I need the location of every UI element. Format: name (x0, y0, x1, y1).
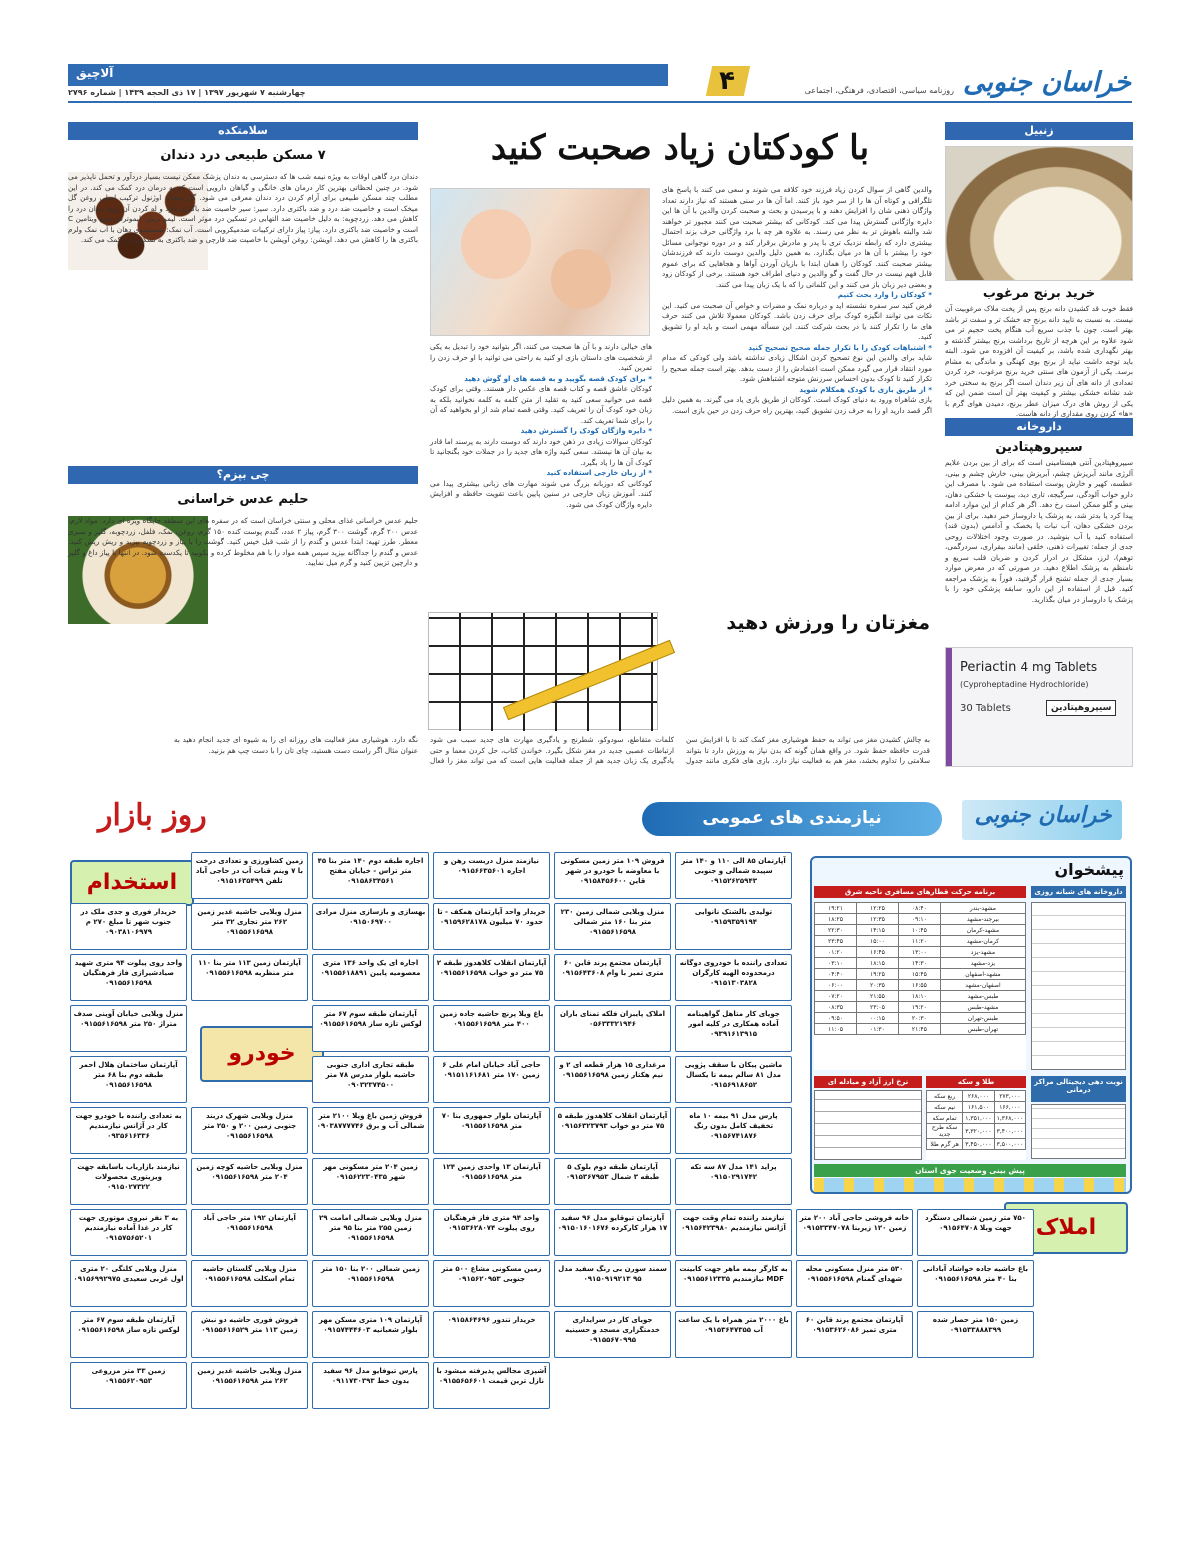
classified-ad: منزل ویلایی شمالی زمین ۲۳۰ متر بنا ۱۶۰ متر شمالی ۰۹۱۵۵۶۱۶۵۹۸ (554, 903, 671, 950)
train-cell: ۲۰:۳۵ (856, 980, 898, 991)
train-cell: ۰۱:۳۰ (856, 1024, 898, 1035)
train-cell: ۰۸:۳۵ (815, 1002, 857, 1013)
classified-ad: آپارتمان طبقه سوم ۶۷ متر لوکس تازه ساز ۰۹۱۵۵۶۱۶۵۹۸ (70, 1311, 187, 1358)
pharmacy-header: داروخانه (945, 418, 1133, 436)
classified-ad: به تعدادی راننده با خودرو جهت کار در آژانس نیازمندیم ۰۹۳۵۶۱۶۳۳۶ (70, 1107, 187, 1154)
train-cell: مشهد-بندر (940, 903, 1025, 914)
classified-ad: جویای کار متاهل گواهینامه آماده همکاری در کلیه امور ۰۹۳۹۱۶۱۳۹۱۵ (675, 1005, 792, 1052)
gold-cell: ۳,۴۰۰,۰۰۰ (994, 1124, 1025, 1139)
baby-photo (430, 188, 650, 336)
classified-ad: خریدار واحد آپارتمان همکف - تا حدود ۷۰ میلیون ۰۹۱۵۹۶۲۸۱۷۸ (433, 903, 550, 950)
article-p1: والدین گاهی از سوال کردن زیاد فرزند خود کلافه می شوند و سعی می کنند با پاسخ های تلگرافی و کوتاه آن ها را از سر خود باز کنند. اما آن ها در سنی هستند که نیاز دارند تعداد واژگان ذهنی شان را افزایش دهند و با پرسیدن و بحث و صحبت کردن والدین با آن ها این دایره واژگانی گسترش پیدا می کند. کودکانی که بیشتر صحبت می کنند مجبور تر خواهند شد والبته باهوش تر به نظر می رسند. به علاوه هر چه با برد واژگانی حرف بزند احتمال بیشتری دارد که رابطه نزدیک تری با پدر و مادرش برقرار کند و در دوره نوجوانی مسائل خود را بیشتر با آن ها در میان بگذارد. به همین دلیل والدین دوست دارند که فرزندشان بیشتر صحبت کنند. کودکان را همان ابتدا با بازیان آوردن آواها و هجاهایی که برای عموم قابل فهم نیست در حال گفت و گو والدین و دنیای اطراف خود هستند. برخی از کودکان زود و بعضی دیر زبان باز می کنند و این کلماتی را که با یک زبان پیدا می کنند. (662, 185, 932, 289)
paper-tagline: روزنامه سیاسی، اقتصادی، فرهنگی، اجتماعی (804, 86, 954, 95)
gold-cell: ۱,۳۵۱,۰۰۰ (963, 1113, 994, 1124)
currency-title: نرخ ارز آزاد و مبادله ای (814, 1076, 922, 1088)
train-cell: ۰۰:۱۵ (856, 1013, 898, 1024)
train-cell: ۱۹:۲۰ (898, 1002, 940, 1013)
train-cell: اصفهان-مشهد (940, 980, 1025, 991)
article-col-1 (662, 185, 932, 580)
train-cell: ۰۷:۲۰ (815, 991, 857, 1002)
train-cell: ۰۸:۴۰ (898, 903, 940, 914)
weather-title: پیش بینی وضعیت جوی استان (814, 1164, 1126, 1177)
banner-logo: خراسان جنوبی (974, 802, 1112, 828)
classified-ad: آپارتمان انقلاب کلاهدوز طبقه ۵ ۷۵ متر دو خواب ۰۹۱۵۶۳۲۳۷۹۳ (554, 1107, 671, 1154)
train-cell: ۱۹:۲۱ (815, 903, 857, 914)
train-cell: ۱۲:۲۵ (856, 903, 898, 914)
drug-box-stripe (946, 648, 952, 766)
section-name: آلاچیق (76, 66, 114, 80)
classified-ad: آپارتمان طبقه دوم بلوک ۵ طبقه ۳ شمال ۰۹۱۵۳۶۷۹۵۳ (554, 1158, 671, 1205)
rice-title: خرید برنج مرغوب (982, 286, 1096, 301)
drug-box-brand-line (960, 660, 1097, 675)
train-cell: ۰۴:۴۰ (815, 969, 857, 980)
gold-cell: ۱,۳۶۸,۰۰۰ (994, 1113, 1025, 1124)
train-cell: ۲۳:۴۵ (815, 936, 857, 947)
classified-ad: سمند سورن بی رنگ سفید مدل ۹۵ ۰۹۱۵۰۹۱۹۲۱۳ (554, 1260, 671, 1307)
article-h-repeat: * کودکان را وارد بحث کنیم (837, 290, 932, 299)
pishkhan-title: پیشخوان (1054, 860, 1124, 879)
classified-ad: واحد ۹۴ متری فاز فرهنگیان روی پیلوت ۰۹۱۵۳۶۲۸۰۷۴ (433, 1209, 550, 1256)
classified-ad: آپارتمان ۸۵ الی ۱۱۰ و ۱۴۰ متر سپیده شمالی و جنوبی ۰۹۱۵۲۶۲۵۹۴۳ (675, 852, 792, 899)
date-line: چهارشنبه ۷ شهریور ۱۳۹۷ | ۱۷ ذی الحجه ۱۴۳۹ | شماره ۲۷۹۶ (68, 88, 306, 97)
gold-cell: ۳,۳۲۰,۰۰۰ (963, 1124, 994, 1139)
train-cell: ۱۰:۴۵ (898, 925, 940, 936)
classifieds-banner (68, 790, 1132, 848)
classified-ad: آپارتمان ۱۰۹ متری مسکن مهر بلوار شعبانیه ۰۹۱۵۷۴۴۴۶۰۳ (312, 1311, 429, 1358)
gold-title: طلا و سکه (926, 1076, 1026, 1088)
article-col-2 (430, 342, 652, 580)
drug-text: سیپروهپتادین آنتی هیستامینی است که برای از بین بردن علایم آلرژی مانند آبریزش چشم، آبریزش بینی، خارش چشم و بینی، عطسه، کهیر و خارش پوست استفاده می شود. با مصرف این دارو خواب آلودگی، سرگیجه، تاری دید، یبوست یا خشکی دهان، بینی و گلو ممکن است رخ دهد. اگر هر کدام از این موارد ادامه پیدا کرد یا بدتر شد، به پزشک یا داروساز خبر دهید. برای از بین بردن خشکی دهان، آب نبات یا بخصک و آدامس (بدون قند) استفاده کنید یا آب بنوشید. در صورت وجود اختلالات روحی جدی از جمله: تغییرات ذهنی، خلقی (مانند بیقراری، سردرگمی، توهم)، لرز، مشکل در ادرار کردن و ضربان قلب سریع و نامنظم به پزشک اطلاع دهید. در صورتی که در معرض موارد بسیار جدی از جمله تشنج قرار گرفتید، فوراً به پزشک مراجعه کنید. قبل از استفاده از این دارو، سابقه پزشکی خود را با پزشک یا داروساز در میان بگذارید. (945, 458, 1133, 604)
train-cell: مشهد-کرمان (940, 925, 1025, 936)
classified-ad: واحد روی پیلوت ۹۴ متری شهید صیادشیرازی فاز فرهنگیان ۰۹۱۵۵۶۱۶۵۹۸ (70, 954, 187, 1001)
cooking-header: چی بپزم؟ (68, 466, 418, 484)
gold-cell: سکه طرح جدید (927, 1124, 963, 1139)
banner-title: نیازمندی های عمومی (702, 808, 882, 828)
classified-ad: ۵۳۰ متر منزل مسکونی محله شهدای گمنام ۰۹۱۵۵۶۱۶۵۹۸ (796, 1260, 913, 1307)
classified-ad: خانه فروشی حاجی آباد ۲۰۰ متر زمین ۱۲۰ زیربنا ۰۹۱۵۳۳۴۷۰۷۸ (796, 1209, 913, 1256)
train-cell: ۰۱:۲۰ (815, 947, 857, 958)
classified-ad: آپارتمان ۱۹۲ متر حاجی آباد ۰۹۱۵۵۶۱۶۵۹۸ (191, 1209, 308, 1256)
article-h-play: * از طریق بازی با کودک همکلام شوید (799, 384, 932, 394)
classified-ad: مرغداری ۱۵ هزار قطعه ای ۲ و نیم هکتار زمین ۰۹۱۵۵۶۱۶۵۹۸ (554, 1056, 671, 1103)
masthead (68, 64, 1132, 104)
classified-ad: آپارتمان ساختمان هلال احمر طبقه دوم بنا ۶۸ متر ۰۹۱۵۵۶۱۶۵۹۸ (70, 1056, 187, 1103)
gold-cell: ۲۷۳,۰۰۰ (994, 1091, 1025, 1102)
classified-ad: منزل ویلایی خیابان آوینی صدف متراژ ۲۵۰ متر ۰۹۱۵۵۶۱۶۵۹۸ (70, 1005, 187, 1052)
section-amlak: املاک (1004, 1202, 1128, 1254)
train-cell: ۱۶:۴۵ (856, 947, 898, 958)
article-p7: کودکان سوالات زیادی در ذهن خود دارند که دوست دارند به پرسند اما قادر به بیان آن ها نیستند. سعی کنید واژه های جدید را در جملات خود بگنجانید تا کودک آن ها را یاد بگیرد. (430, 436, 652, 467)
train-cell: ۲۰:۳۰ (898, 1013, 940, 1024)
classified-ad: فروش ۱۰۹ متر زمین مسکونی با معاوضه با خودرو در شهر قاین ۰۹۱۵۸۴۵۶۶۰۰ (554, 852, 671, 899)
classified-ad: منزل ویلایی حاشیه غدیر زمین ۲۶۲ متر ۰۹۱۵۵۶۱۶۵۹۸ (191, 1362, 308, 1409)
pharmacy-table-title: داروخانه های شبانه روزی (1031, 886, 1126, 898)
train-cell: ۱۵:۰۰ (856, 936, 898, 947)
gold-cell: هر گرم طلا (927, 1139, 963, 1150)
train-cell: ۱۴:۳۰ (898, 958, 940, 969)
train-cell: ۱۸:۱۵ (856, 958, 898, 969)
train-cell: مشهد-طبس (940, 1002, 1025, 1013)
classified-ad: فروش فوری حاشیه دو نبش زمین ۱۱۳ متر ۰۹۱۵۵۶۱۶۵۲۹ (191, 1311, 308, 1358)
train-cell: کرمان-مشهد (940, 936, 1025, 947)
rice-sack-image (945, 146, 1133, 281)
train-cell: ۱۱:۰۵ (815, 1024, 857, 1035)
classified-ad: نیازمند راننده تمام وقت جهت آژانس نیازمندیم ۰۹۱۵۶۴۲۳۹۸۰ (675, 1209, 792, 1256)
baby-face (461, 209, 531, 279)
classified-ad: آپارتمان مجتمع پرند قاین ۶۰ متری تمیز ۰۹۱۵۳۶۲۶۰۸۶ (796, 1311, 913, 1358)
classified-ad: فروش زمین باغ ویلا ۲۱۰۰ متر شمالی آب و برق ۰۹۰۳۸۷۷۷۷۴۶ (312, 1107, 429, 1154)
article-h-story: * برای کودک قصه بگویید و به قصه های او گوش دهید (464, 373, 652, 383)
classified-ad: منزل ویلایی شهرک دربند جنوبی زمین ۲۰۰ و ۲۵۰ متر ۰۹۱۵۵۶۱۶۵۹۸ (191, 1107, 308, 1154)
train-cell: طبس-تهران (940, 1013, 1025, 1024)
brain-title: مغزتان را ورزش دهید (726, 612, 930, 634)
train-cell: ۱۴:۱۵ (856, 925, 898, 936)
train-cell: ۱۱:۲۰ (898, 936, 940, 947)
paper-logo: خراسان جنوبی (963, 67, 1131, 98)
classified-ad: پارس مدل ۹۱ بیمه ۱۰ ماه تخفیف کامل بدون رنگ ۰۹۱۵۶۷۴۱۸۷۶ (675, 1107, 792, 1154)
doctor-title: نوبت دهی دیجیتالی مراکز درمانی (1031, 1076, 1126, 1102)
train-cell: ۲۱:۵۵ (856, 991, 898, 1002)
brain-text: به چالش کشیدن مغز می تواند به حفظ هوشیاری مغز کمک کند تا با افزایش سن قدرت حافظه حفظ شود. در واقع همان گونه که بدن نیاز به ورزش دارد تا بتواند سلامتی را تداوم بخشد، مغز هم به فعالیت نیاز دارد. بازی های فکری مانند جدول کلمات متقاطع، سودوکو، شطرنج و یادگیری مهارت های جدید سبب می شود ارتباطات عصبی جدید در مغز شکل بگیرد. خواندن کتاب، حل کردن معما و حتی یادگیری یک زبان جدید هم از جمله فعالیت هایی است که می تواند مغز را فعال نگه دارد. هوشیاری مغز فعالیت های روزانه ای را به شیوه ای جدید انجام دهید به عنوان مثال اگر راست دست هستید، چای تان را با دست چپ هم بزنید. (174, 735, 930, 765)
train-cell: ۱۸:۲۵ (815, 914, 857, 925)
train-cell: طبس-مشهد (940, 991, 1025, 1002)
classified-ad: منزل ویلایی گلستان حاشیه تمام اسکلت ۰۹۱۵۵۶۱۶۵۹۸ (191, 1260, 308, 1307)
train-cell: ۲۳:۰۵ (856, 1002, 898, 1013)
classified-ad: آپارتمان زمین ۱۱۳ متر بنا ۱۱۰ متر منظریه ۰۹۱۵۵۶۱۶۵۹۸ (191, 954, 308, 1001)
classified-ad: زمین ۲۰۴ متر مسکونی مهر شهر ۰۹۱۵۶۲۲۳۰۴۳۵ (312, 1158, 429, 1205)
article-p6: کودکان عاشق قصه و کتاب قصه های عکس دار هستند. وقتی برای کودک قصه می خوانید سعی کنید به تقلید از متن کلمه به کلمه نخوانید بلکه به زبان خود کودک آن را تعریف کنید. وقتی قصه تمام شد از او بخواهید که آن را برای شما تعریف کند. (430, 384, 652, 425)
classified-ad: نیازمند منزل دربست رهن و اجاره ۰۹۱۵۶۶۳۵۶۰۱ (433, 852, 550, 899)
ads-grid (68, 852, 1132, 1467)
train-cell: ۰۳:۱۰ (815, 958, 857, 969)
article-p8: کودکانی که دوزبانه بزرگ می شوند مهارت های زبانی بیشتری پیدا می کنند. آموزش زبان خارجی در سنین پایین باعث تقویت حافظه و افزایش دایره واژگان کودک می شود. (430, 478, 652, 509)
classified-ad: زمین ۳۳ متر مزروعی ۰۹۱۵۵۶۲۰۹۵۳ (70, 1362, 187, 1409)
train-cell: ۲۱:۴۵ (898, 1024, 940, 1035)
classified-ad: پارس تیوفایو مدل ۹۶ سفید بدون خط ۰۹۱۱۷۳۰۳۹۳ (312, 1362, 429, 1409)
banner-roozbazar: روز بازار (98, 798, 207, 833)
health-text: دندان درد گاهی اوقات به ویژه نیمه شب ها که دسترسی به دندان پزشک ممکن نیست بسیار دردآور و تحمل ناپذیر می شود. در چنین لحظاتی بهترین کار درمان های خانگی و گیاهان دارویی است که به درمان درد کمک می کند. در این مطلب چند مسکن طبیعی برای آرام کردن درد دندان معرفی می شود. گل میخک: اوژنول ترکیب اصلی روغن گل میخک است و خاصیت ضد درد و ضد باکتری دارد. سیر: سیر خاصیت ضد باکتری دارد و له کردن آن روی دندان درد را کاهش می دهد. زردچوبه: به دلیل خاصیت ضد التهابی در تسکین درد موثر است. لیمو ترش: لیموترش منبع ویتامین C است و خاصیت ضد باکتری دارد. پیاز: پیاز دارای ترکیبات ضدمیکروبی است. آب نمک: شستشوی دهان با آب نمک ولرم باکتری ها را کاهش می دهد. اویشن: روغن آویشن با خاصیت ضد قارچی و ضد باکتری به تسکین درد کمک می کند. (68, 172, 418, 244)
classified-ad: جویای کار در سرایداری خدمتگزاری مسجد و حسینیه ۰۹۱۵۵۶۷۰۹۹۵ (554, 1311, 671, 1358)
train-cell: ۱۵:۴۵ (898, 969, 940, 980)
main-article-title: با کودکتان زیاد صحبت کنید (490, 128, 870, 168)
train-cell: ۱۹:۲۵ (856, 969, 898, 980)
gold-cell: تمام سکه (927, 1113, 963, 1124)
train-cell: تهران-طبس (940, 1024, 1025, 1035)
classified-ad: طبقه تجاری اداری جنوبی حاشیه بلوار مدرس ۷۸ متر ۰۹۰۳۲۳۷۴۵۰۰ (312, 1056, 429, 1103)
train-cell: ۱۶:۵۵ (898, 980, 940, 991)
classified-ad: ماشین پیکان با سقف پژویی مدل ۸۱ سالم بیمه تا یکسال ۰۹۱۵۶۹۱۸۶۵۲ (675, 1056, 792, 1103)
classified-ad: حاجی آباد خیابان امام علی ۶ زمین ۱۷۰ متر ۰۹۱۵۱۱۶۱۶۸۱ (433, 1056, 550, 1103)
gold-cell: ربع سکه (927, 1091, 963, 1102)
article-p5: های خیالی دارند و با آن ها صحبت می کنند، اگر بتوانید خود را تبدیل به یکی از شخصیت های داستان بازی او کنید به راحتی می توانید با او حرف زدن را تمرین کنید. (430, 342, 652, 372)
gold-cell: ۳,۵۰۰,۰۰۰ (994, 1139, 1025, 1150)
classified-ad: منزل ویلایی حاشیه کوچه زمین ۲۰۴ متر ۰۹۱۵۵۶۱۶۵۹۸ (191, 1158, 308, 1205)
classified-ad: اجاره ای یک واحد ۱۳۶ متری معصومیه پایین ۰۹۱۵۵۶۱۸۸۹۱ (312, 954, 429, 1001)
gold-cell: ۳,۴۵۰,۰۰۰ (963, 1139, 994, 1150)
classified-ad: به ۳ نفر نیروی موتوری جهت کار در غذا آماده نیازمندیم ۰۹۱۵۷۵۶۵۲۰۱ (70, 1209, 187, 1256)
section-tab (68, 64, 668, 86)
page-number: ۴ (719, 66, 735, 96)
drug-box-count: 30 Tablets (960, 703, 1011, 714)
classified-ad: منزل ویلایی شمالی امامت ۲۹ زمین ۲۵۵ متر بنا ۹۵ متر ۰۹۱۵۵۶۱۶۵۹۸ (312, 1209, 429, 1256)
article-h-correct: * اشتباهات کودک را با تکرار جمله صحیح تصحیح کنید (748, 342, 932, 352)
classified-ad: به کارگر بیمه ماهر جهت کابینت MDF نیازمندیم ۰۹۱۵۵۶۱۲۳۳۵ (675, 1260, 792, 1307)
classified-ad: خریدار فوری و جدی ملک در جنوب شهر تا مبلغ ۲۷۰ م ۰۹۰۳۸۱۰۶۹۷۹ (70, 903, 187, 950)
train-cell: ۰۶:۰۰ (815, 980, 857, 991)
section-khodro: خودرو (200, 1026, 324, 1082)
drug-box-fa-label: سیپروهپتادین (1046, 700, 1116, 716)
gold-cell: ۲۶۸,۰۰۰ (963, 1091, 994, 1102)
classified-ad: اجاره طبقه دوم ۱۴۰ متر بنا ۴۵ متر تراس - خیابان مفتح ۰۹۱۵۸۶۳۴۵۶۱ (312, 852, 429, 899)
train-cell: مشهد-اصفهان (940, 969, 1025, 980)
train-cell: مشهد-یزد (940, 947, 1025, 958)
mother-face (551, 249, 611, 309)
classified-ad: ۷۵۰ متر زمین شمالی دستگرد جهت ویلا ۰۹۱۵۶۴۷۰۸ (917, 1209, 1034, 1256)
classified-ad: آپارتمان مجتمع پرند قاین ۶۰ متری تمیز با وام ۰۹۱۵۶۴۳۶۰۸ (554, 954, 671, 1001)
drug-box-image (945, 647, 1133, 767)
health-title: ۷ مسکن طبیعی درد دندان (160, 148, 326, 163)
classified-ad: زمین شمالی ۲۰۰ بنا ۱۵۰ متر ۰۹۱۵۵۶۱۶۵۹۸ (312, 1260, 429, 1307)
article-p2: فرض کنید سر سفره نشسته اید و درباره نمک و مضرات و خواص آن صحبت می کنید. این نکات می توانند انگیزه کودک برای حرف زدن باشد. کودکان معمولا تلاش می کنند حرف های ما را تکرار کنند یا در بحث شرکت کنند. این مسأله مهمی است و باید او را تشویق کنید. (662, 300, 932, 341)
rice-text: فقط خوب قد کشیدن دانه برنج پس از پخت ملاک مرغوبیت آن نیست. به نسبت به تایید دانه برنج جه خشک تر و سفت تر باشد بهتر است. چون با جذب سریع آب هنگام پخت حجیم تر می شود علاوه بر این هرچه از تاریخ برداشت برنج بیشتر گذشته و بهتر نگهداری شده باشد، بر کیفیت آن افزوده می شود. البته باید توجه داشت نباید از برنج بوی کهنگی و ماندگی به مشام برسد. یکی از آزمون های سنتی خرید برنج مرغوب، خرد کردن تعدادی از دانه های آن زیر دندان است اگر برنج به سختی خرد شد نشانه خشکی بیشتر و کیفیت بهتر آن است ضمن این که یکی از روش های درک میزان عطر برنج، دمیدن هوای گرم با «ها» کردن روی مقداری از دانه هاست. (945, 304, 1133, 418)
classified-ad: زمین کشاورزی و تعدادی درخت با ۷ وینم قنات آب در حاجی آباد تلفن ۰۹۱۵۱۶۳۵۴۹۹ (191, 852, 308, 899)
zanbil-header: زنبیل (945, 122, 1133, 140)
drug-box-generic: (Cyproheptadine Hydrochloride) (960, 680, 1089, 689)
classified-ad: املاک پایبزان فلکه تمنای باران ۰۵۶۳۳۳۲۱۹۴۶ (554, 1005, 671, 1052)
cooking-title: حلیم عدس خراسانی (177, 492, 309, 507)
classified-ad: آپارتمان تیوقایو مدل ۹۶ سفید ۱۷ هزار کارکرده ۰۹۱۵۰۱۶۰۱۶۷۶ (554, 1209, 671, 1256)
train-cell: یزد-مشهد (940, 958, 1025, 969)
classified-ad: بهسازی و بازسازی منزل مرادی ۰۹۱۵۰۶۹۷۰۰ (312, 903, 429, 950)
drug-box-dose: 4 mg Tablets (1020, 660, 1098, 674)
classified-ad: تعدادی راننده با خودروی دوگانه درمحدوده الهیه کارگران ۰۹۱۵۱۳۰۳۸۲۸ (675, 954, 792, 1001)
gold-cell: ۱۶۶,۰۰۰ (994, 1102, 1025, 1113)
train-cell: ۰۹:۱۰ (898, 914, 940, 925)
drug-box-brand: Periactin (960, 660, 1017, 675)
classified-ad: آپارتمان طبقه سوم ۶۷ متر لوکس تازه ساز ۰۹۱۵۵۶۱۶۵۹۸ (312, 1005, 429, 1052)
train-cell: ۱۲:۳۵ (856, 914, 898, 925)
drug-title: سیپروهپتادین (995, 440, 1083, 455)
classified-ad: منزل ویلایی کلنگی ۲۰ متری اول غربی سعیدی ۰۹۱۵۶۹۹۲۹۷۵ (70, 1260, 187, 1307)
classified-ad: تولیدی بالشتک نانوایی ۰۹۱۵۹۳۵۹۱۹۴ (675, 903, 792, 950)
classified-ad: آشپزی مجالس پذیرفته میشود با نازل ترین قیمت ۰۹۱۵۵۶۵۶۶۰۱ (433, 1362, 550, 1409)
gold-cell: ۱۶۱,۵۰۰ (963, 1102, 994, 1113)
train-cell: ۲۲:۳۰ (815, 925, 857, 936)
classified-ad: منزل ویلایی حاشیه غدیر زمین ۲۶۲ متر تجاری ۳۲ متر ۰۹۱۵۵۶۱۶۵۹۸ (191, 903, 308, 950)
classified-ad: خریدار تندور ۰۹۱۵۸۶۴۶۹۶ (433, 1311, 550, 1358)
classifieds-area (68, 790, 1132, 1470)
section-estekhdam: استخدام (70, 860, 194, 906)
cooking-text: حلیم عدس خراسانی غذای محلی و سنتی خراسان است که در سفره های این منطقه جایگاه ویژه ای دارد. مواد لازم: عدس ۲۰۰ گرم، گوشت ۳۰۰ گرم، پیاز ۲ عدد، گندم پوست کنده ۱۵۰ گرم، روغن، نمک، فلفل، زردچوبه، گلپر و سبزی معطر. طرز تهیه: ابتدا عدس و گندم را از شب قبل خیس کنید. گوشت را با پیاز و زردچوبه بپزید و ریش ریش کنید. عدس و گندم را جداگانه بپزید سپس همه مواد را با هم مخلوط کرده و بکوبید تا یکدست شود. در انتها با پیاز داغ و گلپر و دارچین تزیین کنید و گرم میل نمایید. (68, 516, 419, 567)
bus-table-title: برنامه حرکت قطارهای مسافری ناحیه شرق (814, 886, 1026, 898)
classified-ad: باغ ۲۰۰۰ متر همراه با یک ساعت آب ۰۹۱۵۳۶۴۷۳۵۵ (675, 1311, 792, 1358)
classified-ad: آپارتمان انقلاب کلاهدوز طبقه ۲ ۷۵ متر دو خواب ۰۹۱۵۵۶۱۶۵۹۸ (433, 954, 550, 1001)
gold-cell: نیم سکه (927, 1102, 963, 1113)
article-p4: بازی شاهراه ورود به دنیای کودک است. کودکان از طریق بازی یاد می گیرند. به همین دلیل اگر قصد دارید او را به حرف زدن تشویق کنید، بهترین راه حرف زدن در حین بازی است. (662, 395, 932, 415)
article-h-vocab: * دایره واژگان کودک را گسترش دهید (520, 426, 652, 435)
classified-ad: نیازمند بازاریاب باسابقه جهت ویزیتوری محصولات ۰۹۱۵۰۲۷۳۲۲ (70, 1158, 187, 1205)
classified-ad: باغ حاشیه جاده خواشاد آبادانی بنا ۴۰ متر ۰۹۱۵۵۶۱۶۵۹۸ (917, 1260, 1034, 1307)
masthead-rule (68, 101, 1132, 103)
classified-ad: زمین مسکونی مشاع ۵۰۰ متر جنوبی ۰۹۱۵۶۲۰۹۵۳ (433, 1260, 550, 1307)
article-p3: شاید برای والدین این نوع تصحیح کردن اشکال زیادی نداشته باشد ولی کودکی که مدام مورد انتقاد قرار می گیرد ممکن است اعتمادش را از دست بدهد. بهتر است جمله صحیح را تکرار کنید تا کودک بدون احساس سرزنش متوجه اشتباهش شود. (662, 353, 932, 383)
classified-ad: باغ ویلا پرنچ حاشیه جاده زمین ۴۰۰ متر ۰۹۱۵۵۶۱۶۵۹۸ (433, 1005, 550, 1052)
classified-ad: آپارتمان بلوار جمهوری بنا ۷۰ متر ۰۹۱۵۵۶۱۶۵۹۸ (433, 1107, 550, 1154)
classified-ad: زمین ۱۵۰ متر حصار شده ۰۹۱۵۳۳۸۸۸۳۹۹ (917, 1311, 1034, 1358)
train-cell: ۱۳:۰۰ (898, 947, 940, 958)
classified-ad: پراید ۱۴۱ مدل ۸۷ سه تکه ۰۹۱۵۰۲۹۱۷۴۲ (675, 1158, 792, 1205)
health-header: سلامتکده (68, 122, 418, 140)
classified-ad: آپارتمان ۱۳ واحدی زمین ۱۲۴ متر ۰۹۱۵۵۶۱۶۵۹۸ (433, 1158, 550, 1205)
train-cell: بیرجند-مشهد (940, 914, 1025, 925)
right-column (945, 122, 1133, 777)
article-h-lang: * از زبان خارجی استفاده کنید (546, 468, 652, 477)
train-cell: ۱۸:۱۰ (898, 991, 940, 1002)
train-cell: ۰۹:۵۰ (815, 1013, 857, 1024)
